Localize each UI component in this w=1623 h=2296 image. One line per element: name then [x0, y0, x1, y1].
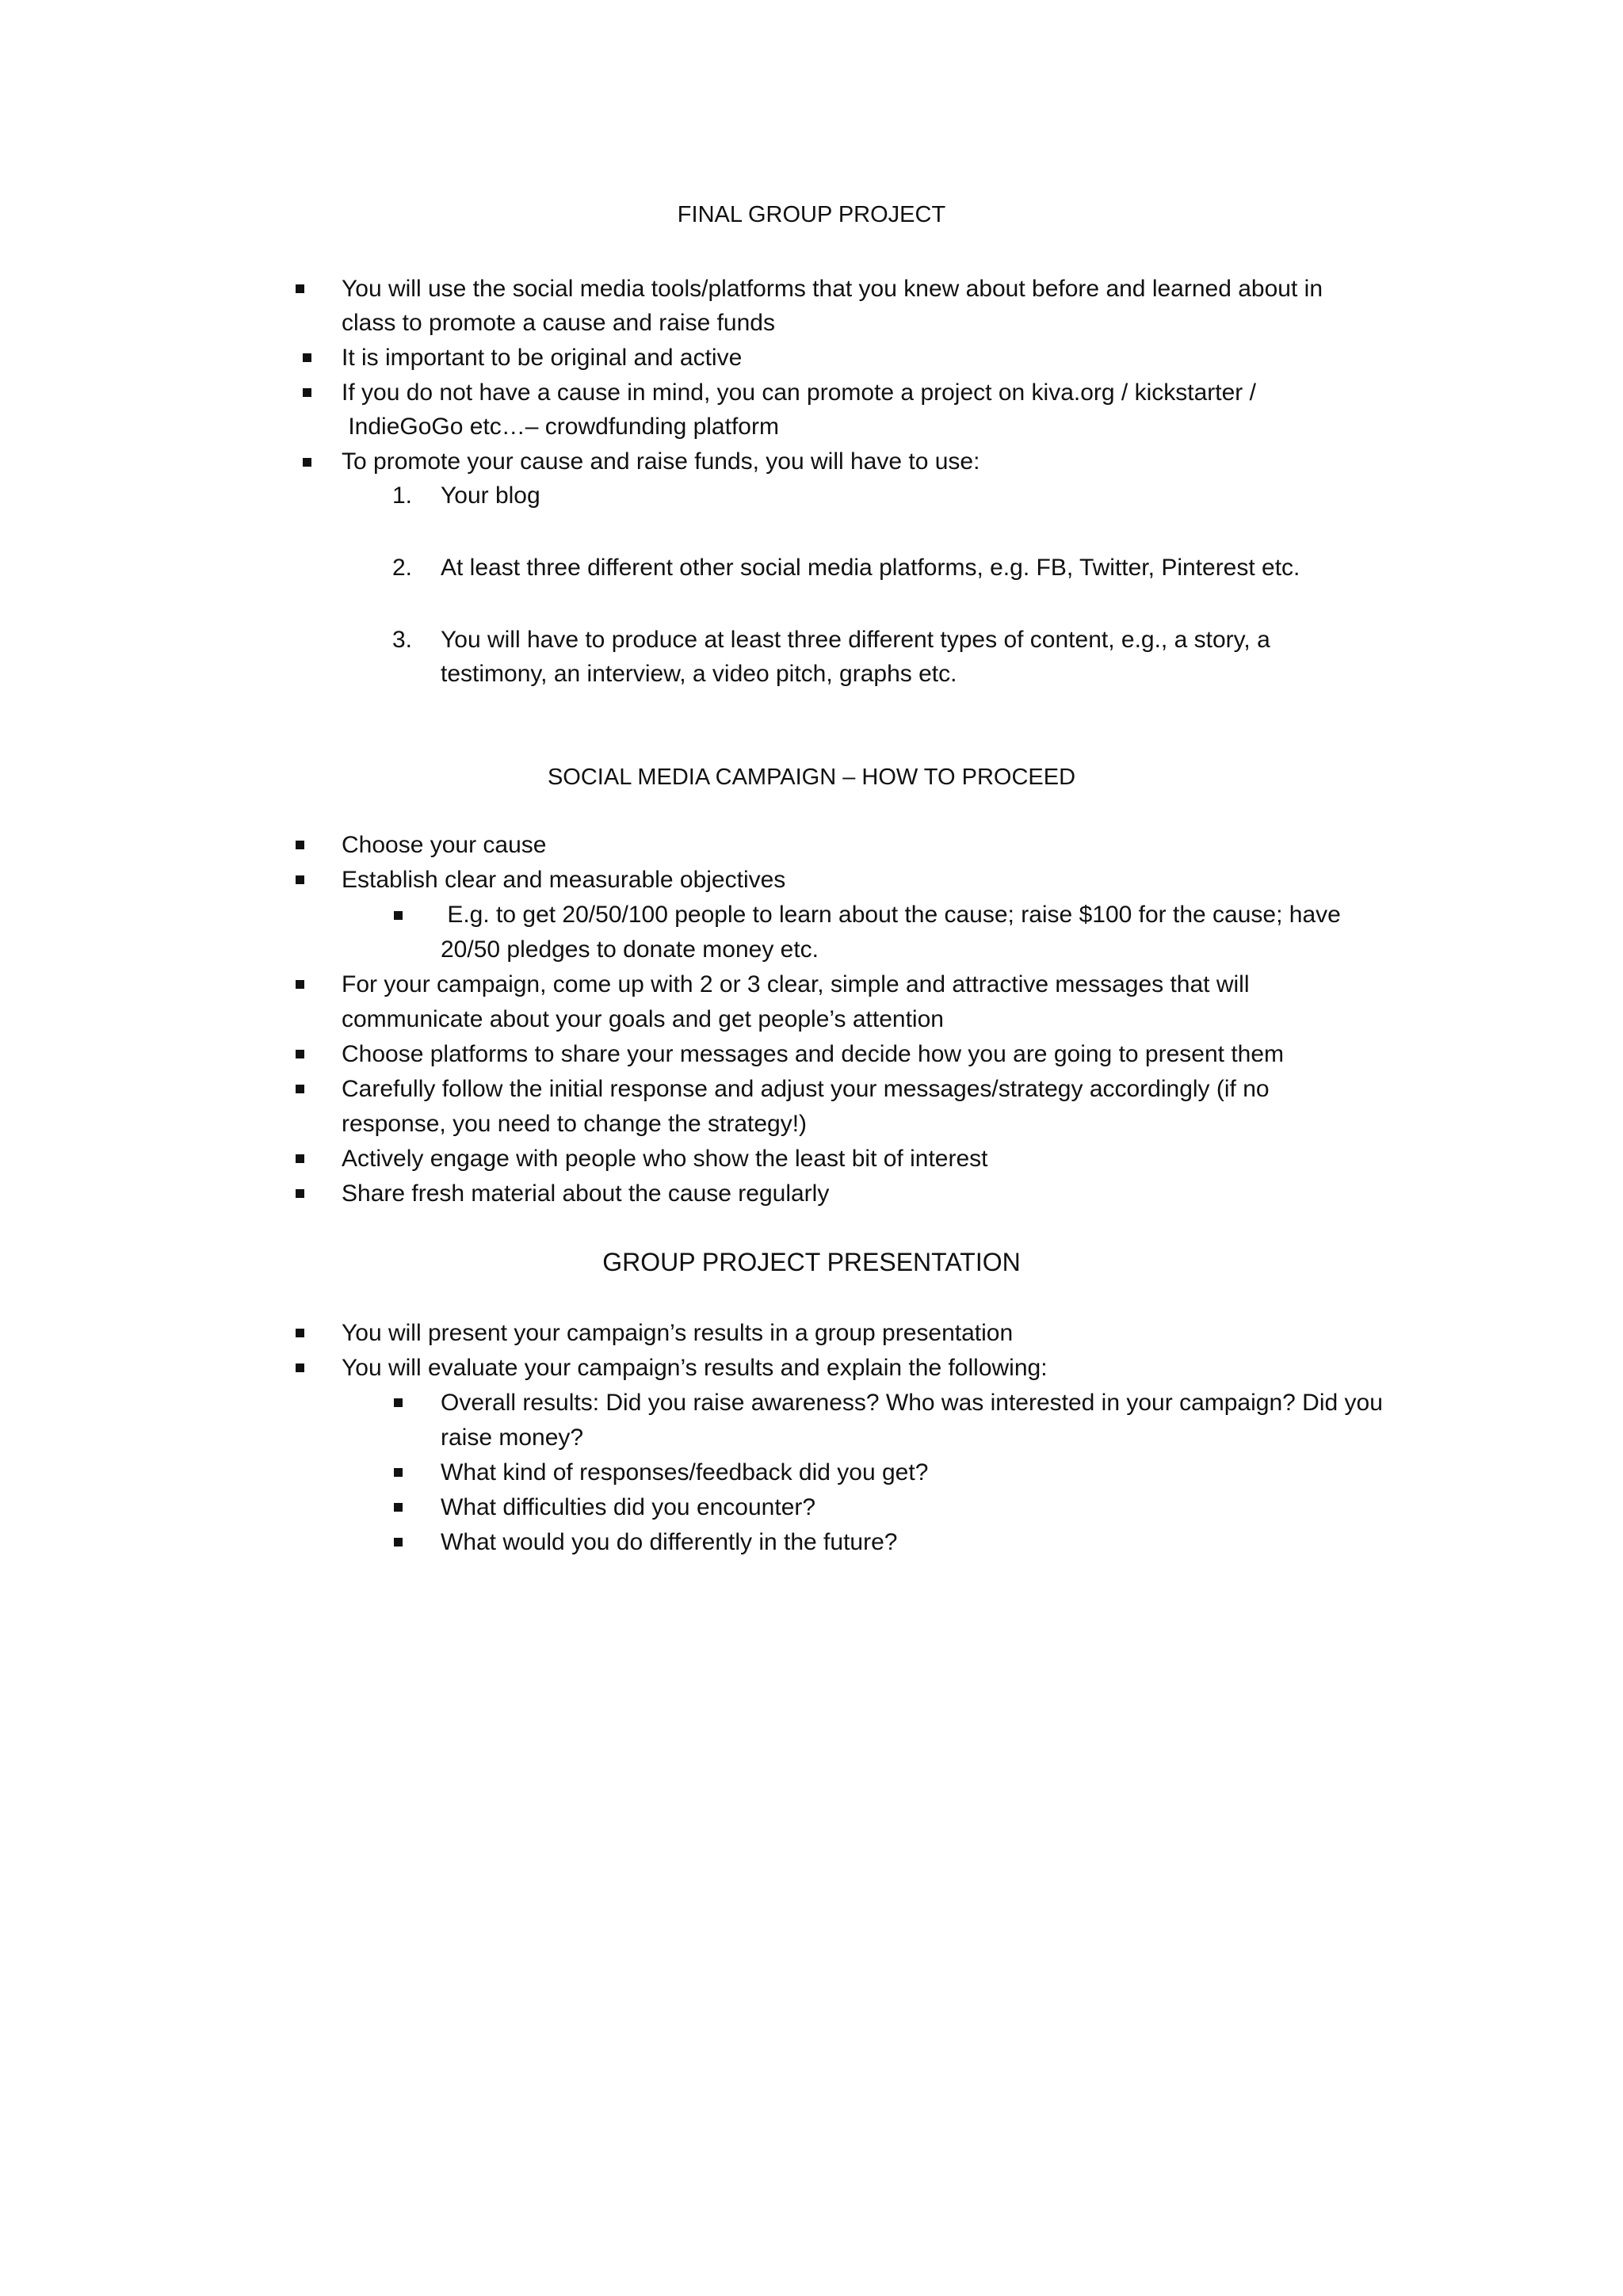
bullet-marker [296, 875, 304, 884]
list-item-line: If you do not have a cause in mind, you can promote a project on kiva.org / kickstarter / [342, 379, 1256, 406]
sub-list-item-line: What would you do differently in the future? [441, 1529, 898, 1555]
list-item-line: communicate about your goals and get people’s attention [342, 1006, 944, 1032]
bullet-marker [296, 1050, 304, 1058]
list-item-line: You will present your campaign’s results in a group presentation [342, 1320, 1014, 1346]
list-item-line: Establish clear and measurable objectives [342, 867, 786, 893]
sub-list-item-line: raise money? [441, 1425, 584, 1451]
bullet-marker [296, 1363, 304, 1372]
list-item-line: For your campaign, come up with 2 or 3 clear, simple and attractive messages that will [342, 971, 1250, 997]
bullet-marker [303, 353, 311, 362]
list-item-line: Choose your cause [342, 832, 547, 858]
sub-bullet-marker [394, 1398, 403, 1407]
numbered-item-line: Your blog [441, 482, 540, 509]
list-number: 1. [392, 482, 413, 509]
numbered-item-line: You will have to produce at least three different types of content, e.g., a story, a [441, 627, 1270, 653]
sub-bullet-marker [394, 1503, 403, 1512]
sub-list-item-line: E.g. to get 20/50/100 people to learn about the cause; raise $100 for the cause; have [441, 902, 1341, 928]
section-title-group-project-presentation: GROUP PROJECT PRESENTATION [602, 1248, 1021, 1276]
list-item-line: class to promote a cause and raise funds [342, 310, 775, 336]
sub-bullet-marker [394, 911, 403, 920]
sub-bullet-marker [394, 1468, 403, 1477]
numbered-item-line: At least three different other social media platforms, e.g. FB, Twitter, Pinterest etc. [441, 555, 1300, 581]
numbered-item-line: testimony, an interview, a video pitch, graphs etc. [441, 661, 957, 687]
list-number: 2. [392, 555, 413, 581]
sub-list-item-line: What difficulties did you encounter? [441, 1494, 816, 1520]
bullet-marker [296, 284, 304, 293]
list-item-line: It is important to be original and active [342, 345, 743, 371]
list-item-line: Share fresh material about the cause regularly [342, 1180, 830, 1207]
section-title-social-media-campaign: SOCIAL MEDIA CAMPAIGN – HOW TO PROCEED [547, 765, 1076, 790]
sub-list-item-line: 20/50 pledges to donate money etc. [441, 936, 819, 963]
bullet-marker [296, 841, 304, 849]
section-title-final-group-project: FINAL GROUP PROJECT [677, 202, 946, 227]
bullet-marker [303, 388, 311, 397]
bullet-marker [296, 1085, 304, 1093]
bullet-marker [296, 1154, 304, 1163]
bullet-marker [303, 458, 311, 467]
list-number: 3. [392, 627, 413, 653]
sub-bullet-marker [394, 1538, 403, 1547]
list-item-line: IndieGoGo etc…– crowdfunding platform [342, 414, 779, 440]
list-item-line: You will evaluate your campaign’s results and explain the following: [342, 1355, 1048, 1381]
list-item-line: Actively engage with people who show the least bit of interest [342, 1146, 988, 1172]
bullet-marker [296, 1329, 304, 1337]
sub-list-item-line: What kind of responses/feedback did you get? [441, 1459, 929, 1486]
list-item-line: response, you need to change the strategy!) [342, 1111, 808, 1137]
bullet-marker [296, 1189, 304, 1198]
list-item-line: To promote your cause and raise funds, you will have to use: [342, 448, 980, 475]
list-item-line: Carefully follow the initial response and adjust your messages/strategy accordingly (if no [342, 1076, 1270, 1102]
sub-list-item-line: Overall results: Did you raise awareness? Who was interested in your campaign? Did you [441, 1390, 1383, 1416]
list-item-line: You will use the social media tools/platforms that you knew about before and learned about in [342, 276, 1323, 302]
bullet-marker [296, 980, 304, 989]
list-item-line: Choose platforms to share your messages and decide how you are going to present them [342, 1041, 1285, 1067]
